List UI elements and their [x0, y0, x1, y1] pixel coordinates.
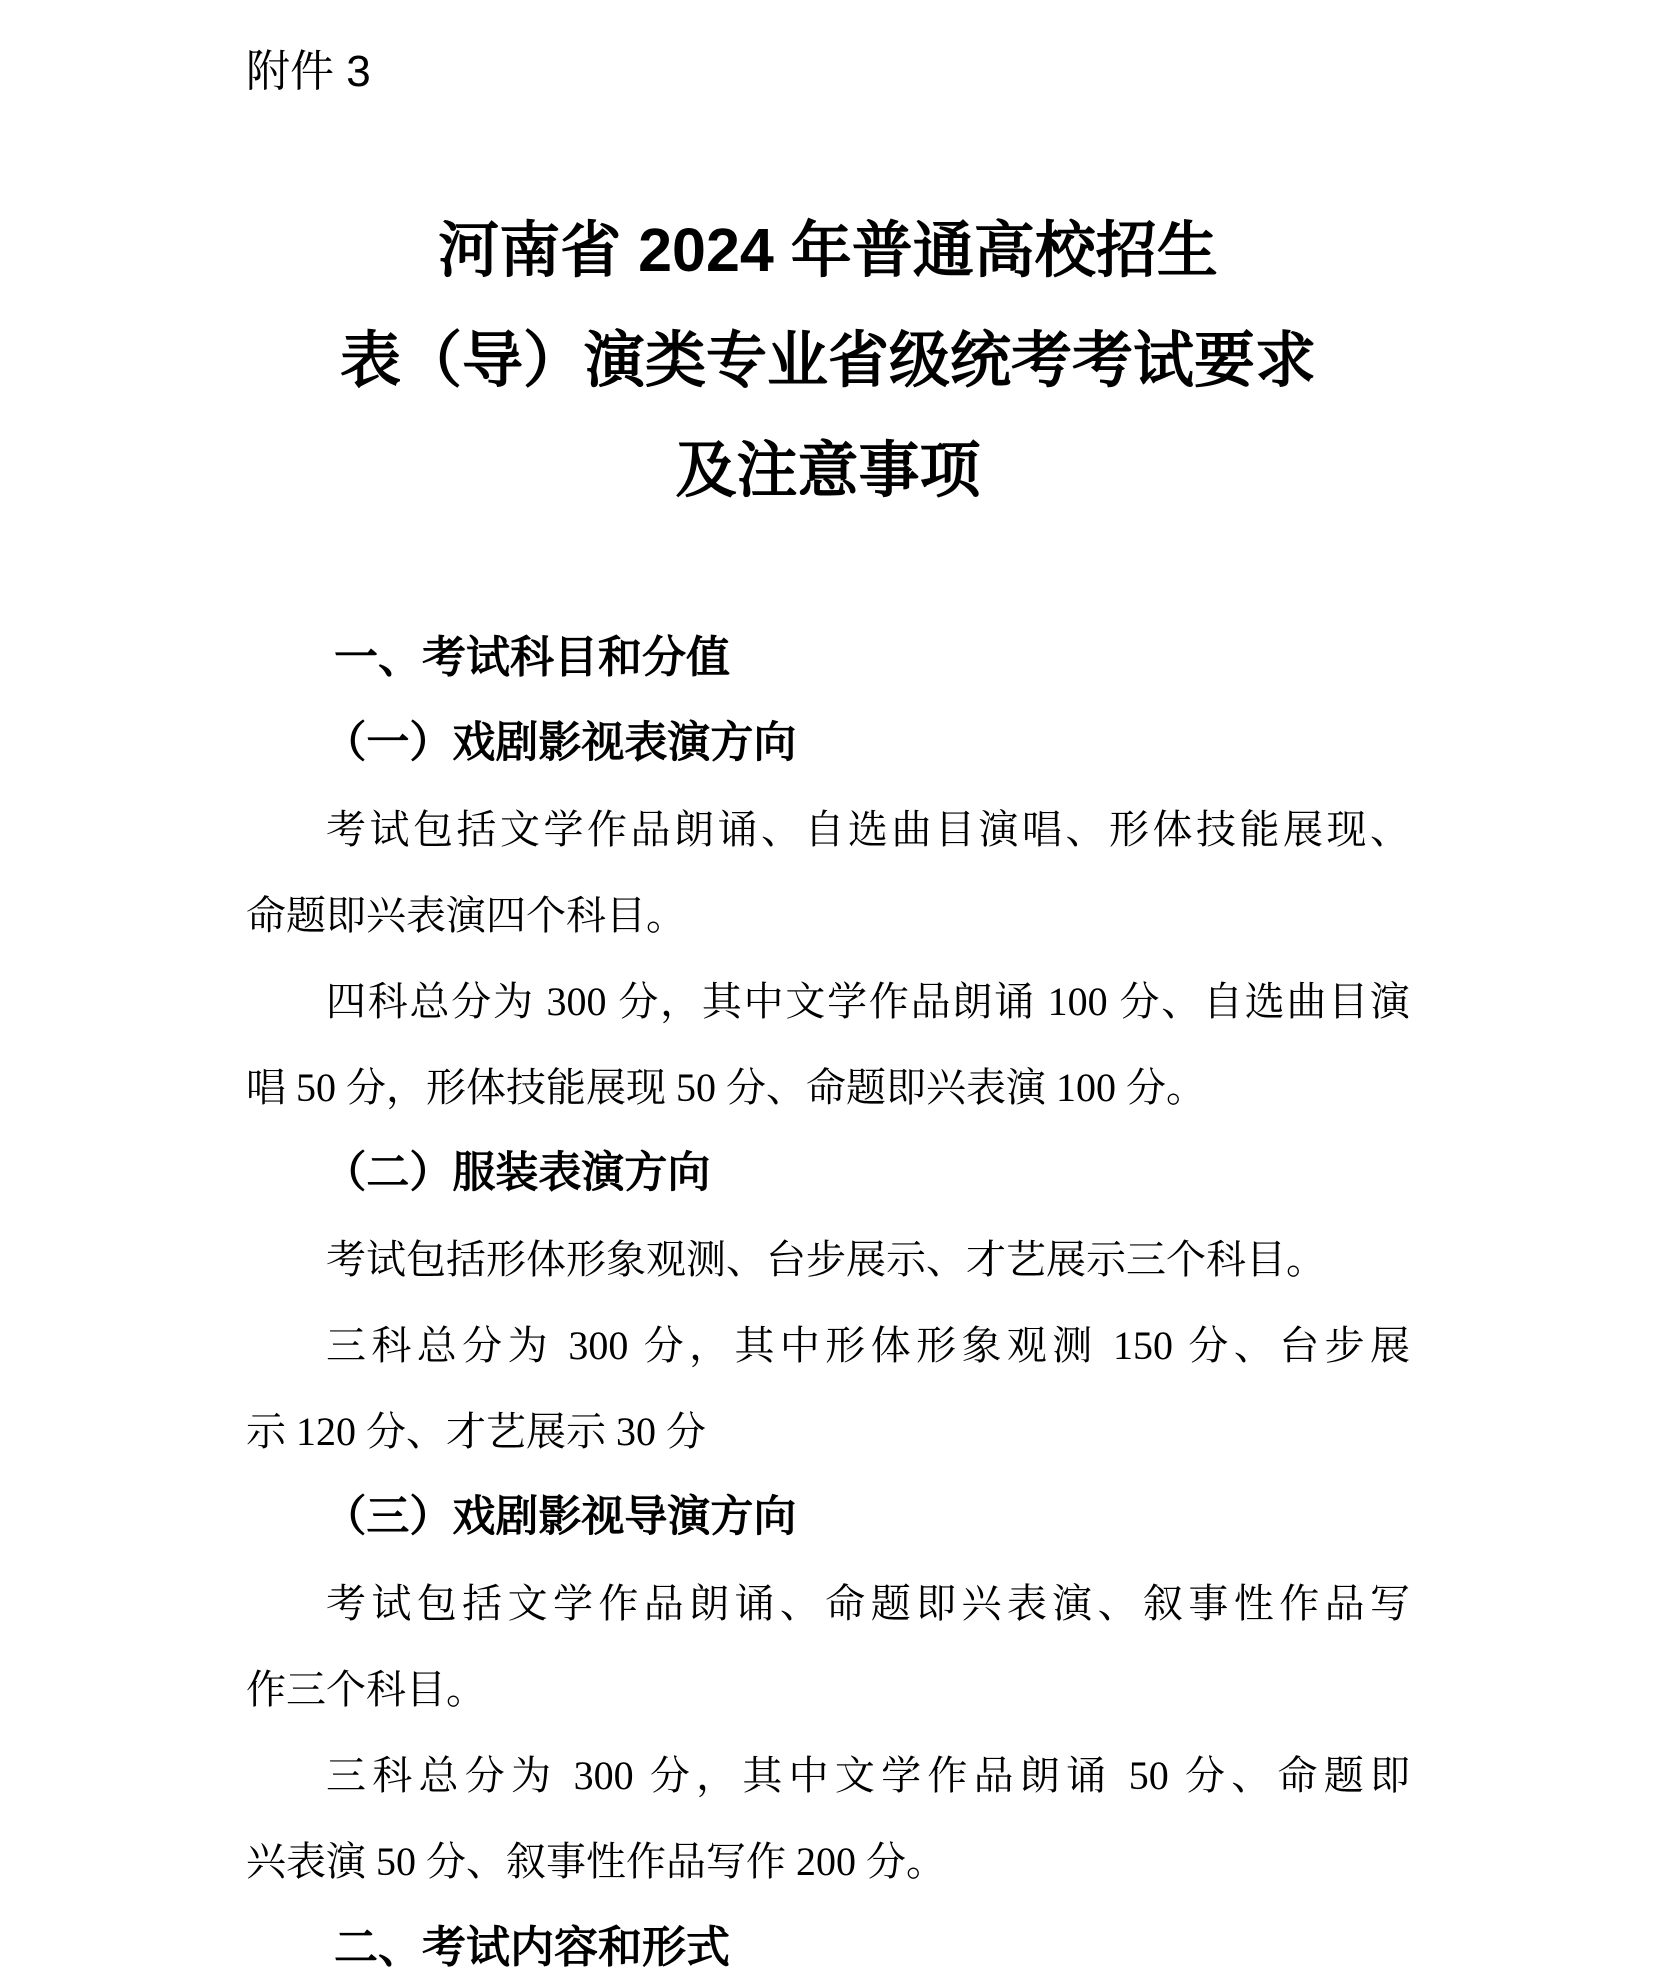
- paragraph-line: 三科总分为 300 分，其中文学作品朗诵 50 分、命题即: [326, 1753, 1410, 1798]
- paragraph-line: 四科总分为 300 分，其中文学作品朗诵 100 分、自选曲目演: [326, 979, 1410, 1024]
- paragraph-line: 考试包括文学作品朗诵、命题即兴表演、叙事性作品写: [326, 1581, 1410, 1626]
- attachment-label: 附件 3: [246, 47, 371, 96]
- section-heading-level1: 一、考试科目和分值: [334, 633, 730, 682]
- section-heading-level1: 二、考试内容和形式: [334, 1923, 730, 1972]
- paragraph-line: 作三个科目。: [246, 1667, 486, 1712]
- section-heading-level2: （一）戏剧影视表演方向: [323, 720, 797, 767]
- section-heading-level2: （三）戏剧影视导演方向: [323, 1494, 797, 1541]
- paragraph-line: 考试包括形体形象观测、台步展示、才艺展示三个科目。: [326, 1237, 1326, 1282]
- section-heading-level2: （二）服装表演方向: [323, 1150, 711, 1197]
- document-body: [246, 615, 1410, 1985]
- document-title: [246, 195, 1410, 525]
- paragraph-line: 示 120 分、才艺展示 30 分: [246, 1409, 706, 1454]
- paragraph-line: 三科总分为 300 分，其中形体形象观测 150 分、台步展: [326, 1323, 1410, 1368]
- document-title-line-1: 河南省 2024 年普通高校招生: [438, 216, 1218, 284]
- paragraph-line: 兴表演 50 分、叙事性作品写作 200 分。: [246, 1839, 946, 1884]
- document-title-line-3: 及注意事项: [675, 436, 981, 504]
- paragraph-line: 命题即兴表演四个科目。: [246, 893, 686, 938]
- document-title-line-2: 表（导）演类专业省级统考考试要求: [339, 326, 1316, 394]
- paragraph-line: 考试包括文学作品朗诵、自选曲目演唱、形体技能展现、: [326, 807, 1410, 852]
- paragraph-line: 唱 50 分，形体技能展现 50 分、命题即兴表演 100 分。: [246, 1065, 1206, 1110]
